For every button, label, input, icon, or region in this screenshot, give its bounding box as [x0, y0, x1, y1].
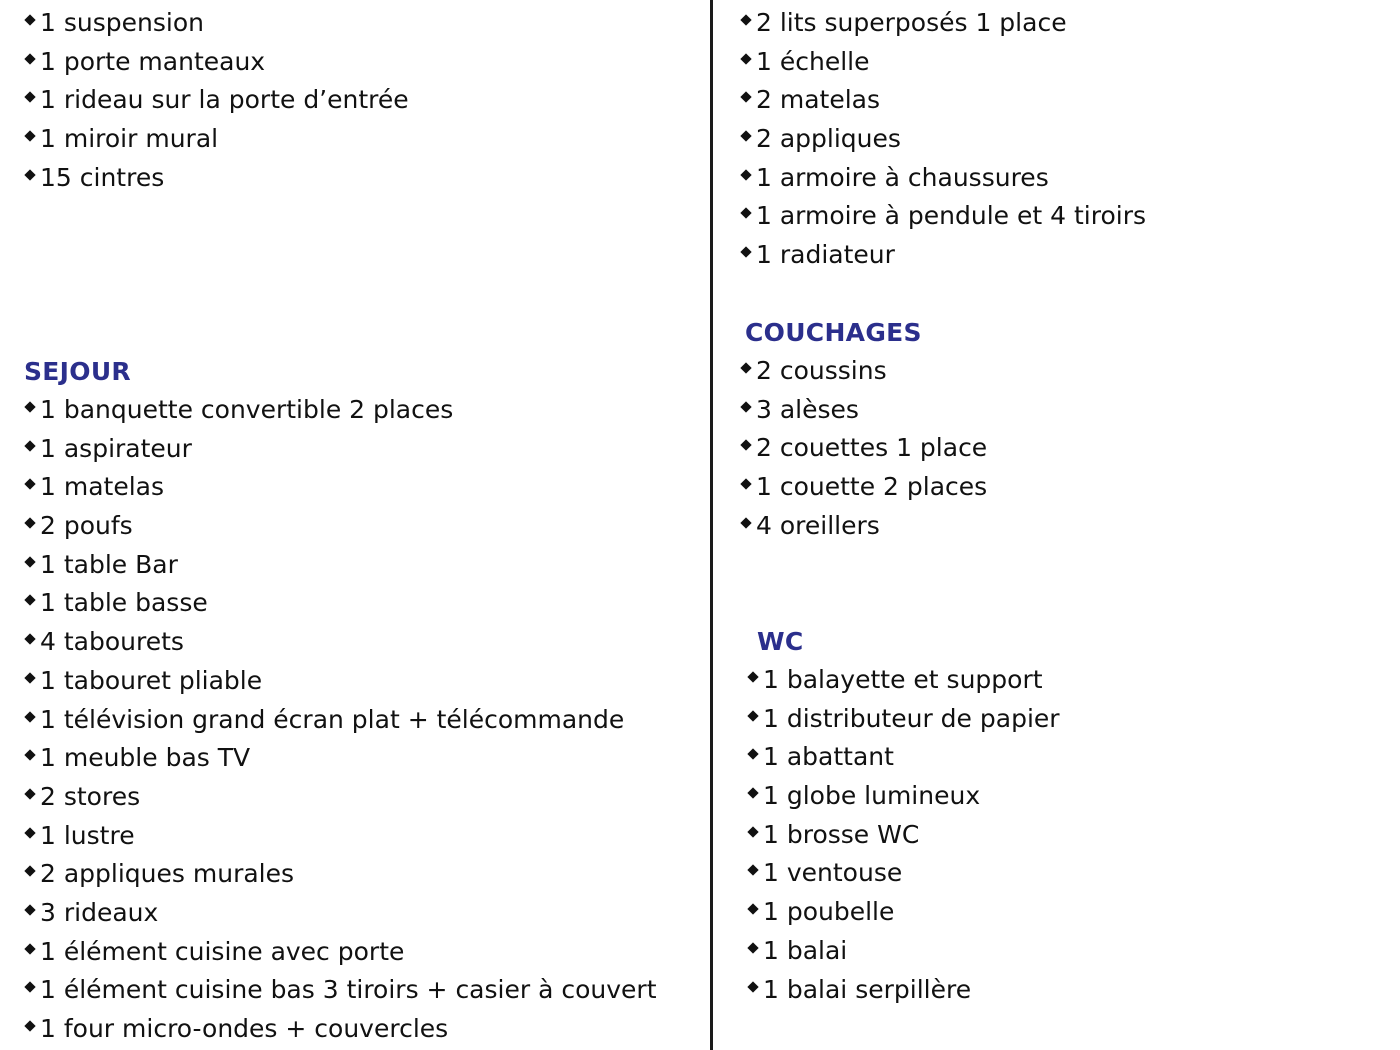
list-item: [740, 468, 987, 507]
diamond-bullet-icon: [24, 750, 35, 761]
diamond-bullet-icon: [747, 826, 758, 837]
list-item-text: 1 globe lumineux: [763, 781, 981, 811]
list-item: [24, 701, 657, 740]
diamond-bullet-icon: [747, 749, 758, 760]
diamond-bullet-icon: [24, 517, 35, 528]
list-item-text: 1 radiateur: [756, 240, 895, 270]
list-item: [24, 430, 657, 469]
list-item: [24, 623, 657, 662]
diamond-bullet-icon: [24, 479, 35, 490]
diamond-bullet-icon: [740, 92, 751, 103]
list-item-text: 1 rideau sur la porte d’entrée: [40, 85, 409, 115]
list-item: [740, 236, 1146, 275]
list-item-text: 4 oreillers: [756, 510, 880, 540]
sejour-list: [24, 391, 657, 1049]
diamond-bullet-icon: [24, 595, 35, 606]
list-item-text: 1 suspension: [40, 8, 204, 37]
list-item-text: 4 tabourets: [40, 627, 184, 657]
list-item: [24, 971, 657, 1010]
diamond-bullet-icon: [740, 478, 751, 489]
diamond-bullet-icon: [740, 169, 751, 180]
diamond-bullet-icon: [747, 981, 758, 992]
list-item-text: 1 élément cuisine bas 3 tiroirs + casier à couvert: [40, 975, 657, 1005]
diamond-bullet-icon: [24, 711, 35, 722]
list-item-text: 1 matelas: [40, 472, 164, 502]
list-item: [24, 507, 657, 546]
diamond-bullet-icon: [24, 1020, 35, 1031]
diamond-bullet-icon: [24, 14, 35, 25]
diamond-bullet-icon: [24, 556, 35, 567]
list-item: [24, 739, 657, 778]
diamond-bullet-icon: [740, 53, 751, 64]
list-item-text: 1 lustre: [40, 820, 135, 850]
diamond-bullet-icon: [24, 672, 35, 683]
diamond-bullet-icon: [740, 246, 751, 257]
list-item-text: 1 abattant: [763, 742, 894, 772]
list-item-text: 1 table basse: [40, 588, 208, 618]
wc-section: [757, 622, 1060, 1009]
list-item: [24, 778, 657, 817]
list-item: [747, 816, 1060, 855]
list-item-text: 1 télévision grand écran plat + télécommande: [40, 704, 625, 734]
list-item-text: 1 armoire à chaussures: [756, 162, 1049, 192]
wc-heading: WC: [757, 627, 804, 656]
list-item: [747, 738, 1060, 777]
cut-off-heading-fragment: [758, 1044, 948, 1050]
diamond-bullet-icon: [24, 440, 35, 451]
list-item: [747, 932, 1060, 971]
right-top-list-block: [740, 4, 1146, 275]
list-item-text: 2 poufs: [40, 511, 133, 541]
diamond-bullet-icon: [740, 14, 751, 25]
list-item-text: 1 aspirateur: [40, 433, 192, 463]
diamond-bullet-icon: [747, 671, 758, 682]
diamond-bullet-icon: [740, 362, 751, 373]
wc-list: [747, 661, 1060, 1009]
diamond-bullet-icon: [740, 208, 751, 219]
list-item: [740, 352, 987, 391]
list-item: [740, 120, 1146, 159]
list-item-text: 2 lits superposés 1 place: [756, 8, 1067, 37]
list-item-text: 1 balai: [763, 935, 848, 965]
list-item: [740, 4, 1146, 43]
list-item: [747, 777, 1060, 816]
list-item-text: 2 stores: [40, 781, 141, 811]
list-item: [740, 507, 987, 546]
couchages-section: [745, 313, 987, 545]
list-item: [24, 662, 657, 701]
list-item-text: 2 matelas: [756, 85, 880, 115]
diamond-bullet-icon: [24, 982, 35, 993]
list-item: [747, 661, 1060, 700]
diamond-bullet-icon: [747, 942, 758, 953]
list-item-text: 2 appliques murales: [40, 859, 295, 889]
list-item: [747, 893, 1060, 932]
left-top-list-block: [24, 4, 409, 197]
list-item-text: 1 élément cuisine avec porte: [40, 936, 405, 966]
list-item-text: 1 four micro-ondes + couvercles: [40, 1014, 449, 1043]
sejour-section: [24, 352, 657, 1049]
list-item: [740, 197, 1146, 236]
couchages-heading: COUCHAGES: [745, 318, 922, 347]
list-item-text: 1 table Bar: [40, 549, 178, 579]
list-item-text: 1 armoire à pendule et 4 tiroirs: [756, 201, 1147, 231]
list-item: [740, 159, 1146, 198]
list-item-text: 2 appliques: [756, 124, 901, 154]
diamond-bullet-icon: [24, 866, 35, 877]
list-item-text: 1 porte manteaux: [40, 46, 266, 76]
list-item-text: 1 ventouse: [763, 858, 903, 888]
diamond-bullet-icon: [24, 827, 35, 838]
list-item: [24, 120, 409, 159]
diamond-bullet-icon: [747, 903, 758, 914]
diamond-bullet-icon: [740, 130, 751, 141]
list-item: [24, 43, 409, 82]
list-item: [24, 81, 409, 120]
list-item: [24, 391, 657, 430]
list-item: [24, 855, 657, 894]
list-item: [24, 4, 409, 43]
list-item: [24, 468, 657, 507]
diamond-bullet-icon: [24, 92, 35, 103]
list-item: [740, 429, 987, 468]
list-item: [24, 1010, 657, 1049]
diamond-bullet-icon: [24, 401, 35, 412]
list-item: [24, 584, 657, 623]
list-item-text: 1 brosse WC: [763, 819, 920, 849]
list-item: [24, 159, 409, 198]
column-divider: [710, 0, 713, 1050]
diamond-bullet-icon: [747, 710, 758, 721]
diamond-bullet-icon: [24, 633, 35, 644]
list-item-text: 1 distributeur de papier: [763, 703, 1060, 733]
list-item: [747, 854, 1060, 893]
right-top-list: [740, 4, 1146, 275]
list-item: [740, 81, 1146, 120]
diamond-bullet-icon: [24, 130, 35, 141]
list-item-text: 3 alèses: [756, 394, 859, 424]
couchages-list: [740, 352, 987, 545]
diamond-bullet-icon: [24, 53, 35, 64]
left-top-list: [24, 4, 409, 197]
list-item-text: 1 meuble bas TV: [40, 743, 251, 773]
list-item-text: 1 échelle: [756, 46, 870, 76]
list-item-text: 15 cintres: [40, 162, 165, 192]
list-item: [24, 894, 657, 933]
list-item: [747, 971, 1060, 1010]
list-item-text: 2 couettes 1 place: [756, 433, 988, 463]
list-item-text: 1 tabouret pliable: [40, 665, 263, 695]
list-item-text: 1 balayette et support: [763, 665, 1043, 694]
diamond-bullet-icon: [747, 787, 758, 798]
list-item-text: 1 miroir mural: [40, 124, 219, 154]
diamond-bullet-icon: [740, 440, 751, 451]
list-item-text: 2 coussins: [756, 356, 887, 385]
diamond-bullet-icon: [747, 865, 758, 876]
list-item: [24, 817, 657, 856]
list-item-text: 1 banquette convertible 2 places: [40, 395, 454, 424]
diamond-bullet-icon: [740, 517, 751, 528]
list-item-text: 1 poubelle: [763, 897, 895, 927]
list-item: [24, 546, 657, 585]
list-item: [747, 700, 1060, 739]
list-item: [24, 933, 657, 972]
list-item-text: 3 rideaux: [40, 897, 159, 927]
sejour-heading: SEJOUR: [24, 357, 131, 386]
list-item: [740, 43, 1146, 82]
list-item: [740, 391, 987, 430]
diamond-bullet-icon: [24, 169, 35, 180]
diamond-bullet-icon: [24, 788, 35, 799]
list-item-text: 1 couette 2 places: [756, 472, 988, 502]
diamond-bullet-icon: [740, 401, 751, 412]
list-item-text: 1 balai serpillère: [763, 974, 972, 1004]
diamond-bullet-icon: [24, 904, 35, 915]
diamond-bullet-icon: [24, 943, 35, 954]
